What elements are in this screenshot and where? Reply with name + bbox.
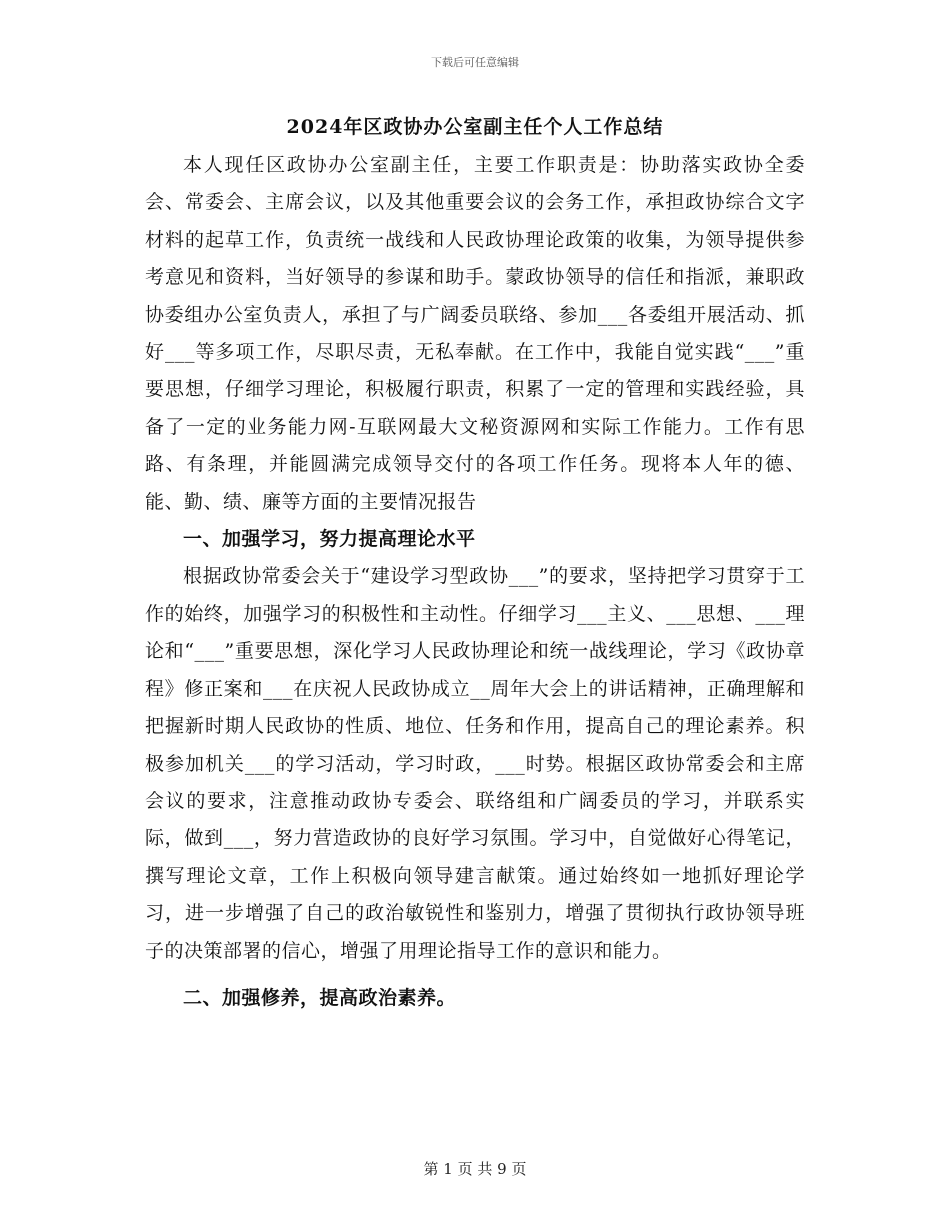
- header-note: 下载后可任意编辑: [431, 56, 519, 69]
- intro-paragraph: 本人现任区政协办公室副主任，主要工作职责是：协助落实政协全委会、常委会、主席会议，以及其他重要会议的会务工作，承担政协综合文字材料的起草工作，负责统一战线和人民政协理论政策的收集，为领导提供参考意见和资料，当好领导的参谋和助手。蒙政协领导的信任和指派，兼职政协委组办公室负责人，承担了与广阔委员联络、参加___各委组开展活动、抓好___等多项工作，尽职尽责，无私奉献。在工作中，我能自觉实践“___”重要思想，仔细学习理论，积极履行职责，积累了一定的管理和实践经验，具备了一定的业务能力网-互联网最大文秘资源网和实际工作能力。工作有思路、有条理，并能圆满完成领导交付的各项工作任务。现将本人年的德、能、勤、绩、廉等方面的主要情况报告: [145, 154, 805, 513]
- document-title: 2024年区政协办公室副主任个人工作总结: [286, 116, 664, 138]
- section-1-paragraph: 根据政协常委会关于“建设学习型政协___”的要求，坚持把学习贯穿于工作的始终，加强学习的积极性和主动性。仔细学习___主义、___思想、___理论和“___”重要思想，深化学习人民政协理论和统一战线理论，学习《政协章程》修正案和___在庆祝人民政协成立__周年大会上的讲话精神，正确理解和把握新时期人民政协的性质、地位、任务和作用，提高自己的理论素养。积极参加机关___的学习活动，学习时政，___时势。根据区政协常委会和主席会议的要求，注意推动政协专委会、联络组和广阔委员的学习，并联系实际，做到___，努力营造政协的良好学习氛围。学习中，自觉做好心得笔记，撰写理论文章，工作上积极向领导建言献策。通过始终如一地抓好理论学习，进一步增强了自己的政治敏锐性和鉴别力，增强了贯彻执行政协领导班子的决策部署的信心，增强了用理论指导工作的意识和能力。: [145, 565, 805, 962]
- page-footer: 第 1 页 共 9 页: [423, 1160, 527, 1178]
- section-2-heading: 二、加强修养，提高政治素养。: [183, 986, 457, 1009]
- document-body: [145, 147, 805, 1017]
- section-1-heading: 一、加强学习，努力提高理论水平: [183, 528, 476, 551]
